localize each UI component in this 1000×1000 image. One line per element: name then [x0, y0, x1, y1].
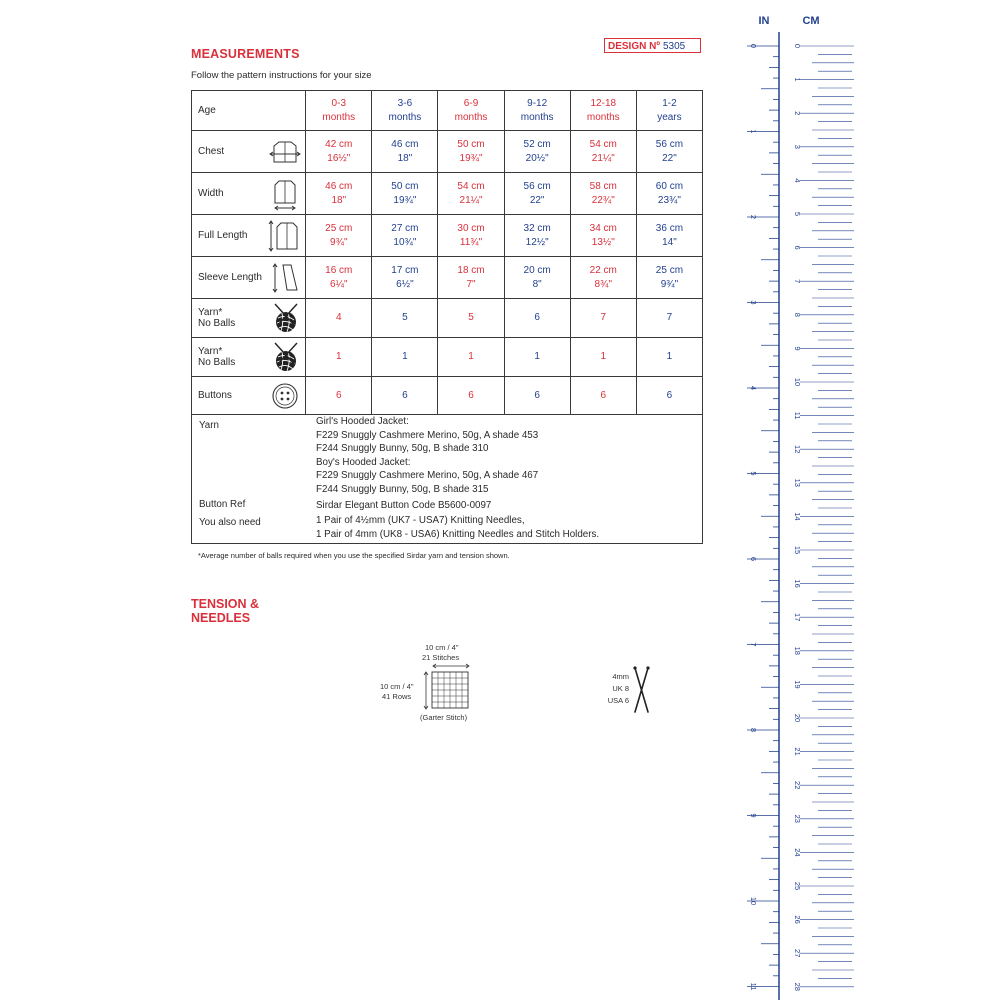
cell-value: 5: [468, 312, 474, 323]
cell-value: 46 cm: [325, 180, 353, 192]
yarn-line: F229 Snuggly Cashmere Merino, 50g, A shade 467: [316, 470, 539, 481]
cell-value: 5: [402, 312, 408, 323]
row-label-line: Buttons: [198, 390, 232, 401]
cm-label: 22: [793, 781, 802, 790]
row-label-line: Sleeve Length: [198, 272, 262, 283]
size-range: 12-18: [590, 97, 617, 109]
cell-value-inches: 19¾": [459, 152, 483, 164]
tension-title-line: NEEDLES: [191, 611, 251, 625]
cell-value: 6: [336, 389, 342, 401]
cell-value: 42 cm: [325, 138, 353, 150]
tension-title-line: TENSION &: [191, 597, 260, 611]
intro-text: Follow the pattern instructions for your size: [191, 70, 372, 81]
size-unit: months: [322, 111, 356, 123]
cm-label: 21: [793, 747, 802, 756]
cell-value: 6: [534, 389, 540, 401]
cell-value: 22 cm: [589, 264, 617, 276]
inch-label: 6: [749, 556, 758, 562]
cell-value: 6: [468, 389, 474, 401]
inch-label: 0: [749, 43, 758, 49]
ruler-cm-header: CM: [802, 15, 820, 27]
size-range: 6-9: [463, 97, 479, 109]
swatch-width-label: 10 cm / 4": [425, 643, 459, 652]
cm-label: 9: [793, 346, 802, 351]
cm-label: 12: [793, 445, 802, 454]
cm-label: 28: [793, 982, 802, 991]
inch-label: 1: [749, 129, 758, 134]
yarn-line: F244 Snuggly Bunny, 50g, B shade 310: [316, 443, 489, 454]
inch-label: 5: [749, 471, 758, 476]
cell-value: 6: [402, 389, 408, 401]
cell-value-inches: 10¾": [393, 236, 417, 248]
cm-label: 6: [793, 245, 802, 250]
cell-value: 58 cm: [589, 180, 617, 192]
cell-value-inches: 18": [397, 152, 413, 164]
cell-value-inches: 12½": [525, 236, 549, 248]
need-line: 1 Pair of 4½mm (UK7 - USA7) Knitting Needles,: [316, 515, 525, 526]
yarn-label: Yarn: [199, 420, 219, 431]
cell-value: 1: [534, 351, 540, 362]
cell-value: 27 cm: [391, 222, 419, 234]
cell-value: 7: [666, 312, 673, 323]
cm-label: 25: [793, 881, 802, 891]
cell-value: 32 cm: [523, 222, 551, 234]
cm-label: 1: [793, 77, 802, 82]
inch-label: 11: [749, 982, 758, 991]
row-label-line: Yarn*: [198, 307, 223, 318]
cell-value: 6: [534, 312, 540, 323]
inch-label: 4: [749, 385, 758, 391]
cell-value-inches: 22": [662, 152, 677, 164]
cm-label: 7: [793, 279, 802, 284]
cm-label: 10: [793, 377, 802, 387]
inch-label: 8: [749, 727, 758, 733]
cell-value-inches: 8¾": [594, 278, 612, 290]
inch-label: 3: [749, 300, 758, 305]
cm-label: 0: [793, 43, 802, 49]
cell-value-inches: 8": [532, 278, 542, 290]
yarn-line: Boy's Hooded Jacket:: [316, 456, 411, 468]
inch-label: 10: [749, 896, 758, 906]
swatch-stitch-type: (Garter Stitch): [420, 713, 468, 722]
cell-value: 56 cm: [655, 138, 684, 150]
cm-label: 15: [793, 545, 802, 555]
cell-value-inches: 19¾": [393, 194, 417, 206]
cell-value: 54 cm: [457, 180, 485, 192]
swatch-height-label: 10 cm / 4": [380, 682, 414, 691]
cm-label: 17: [793, 613, 802, 622]
cell-value: 56 cm: [523, 180, 551, 192]
row-label-line: Yarn*: [198, 346, 223, 357]
need-line: 1 Pair of 4mm (UK8 - USA6) Knitting Needles and Stitch Holders.: [316, 528, 600, 540]
swatch-stitches-label: 21 Stitches: [422, 653, 460, 662]
size-unit: months: [586, 111, 620, 123]
cell-value: 46 cm: [391, 138, 419, 150]
cm-label: 4: [793, 178, 802, 183]
design-label: DESIGN Nº: [608, 41, 660, 52]
also-need-label: You also need: [199, 517, 261, 528]
cm-label: 14: [793, 512, 802, 521]
cell-value-inches: 21¼": [591, 152, 615, 164]
cell-value: 34 cm: [589, 222, 617, 234]
design-number: 5305: [663, 41, 686, 52]
cm-label: 18: [793, 646, 802, 655]
inch-label: 7: [749, 642, 758, 647]
cell-value: 1: [600, 351, 607, 362]
cell-value-inches: 16½": [327, 152, 351, 164]
cell-value-inches: 9¾": [330, 236, 348, 248]
cell-value: 20 cm: [523, 264, 551, 276]
cm-label: 23: [793, 814, 802, 823]
cell-value: 18 cm: [457, 264, 485, 276]
cell-value-inches: 11¾": [459, 236, 483, 248]
cell-value: 6: [600, 389, 607, 401]
footnote: *Average number of balls required when you use the specified Sirdar yarn and tension shown.: [198, 551, 510, 560]
size-unit: months: [388, 111, 422, 123]
cell-value: 6: [666, 389, 673, 401]
cm-label: 24: [793, 848, 802, 857]
row-label-line: No Balls: [198, 357, 236, 368]
cm-label: 3: [793, 144, 802, 149]
size-unit: years: [657, 111, 682, 123]
row-label-line: Full Length: [198, 230, 248, 241]
cell-value: 50 cm: [391, 180, 419, 192]
row-label-line: Width: [198, 188, 224, 199]
cell-value-inches: 7": [466, 278, 476, 290]
yarn-line: Girl's Hooded Jacket:: [316, 416, 409, 427]
cm-label: 11: [793, 411, 802, 420]
cell-value: 7: [600, 312, 607, 323]
cm-label: 20: [793, 713, 802, 723]
cm-label: 26: [793, 915, 802, 924]
cell-value-inches: 6¼": [330, 278, 348, 290]
cm-label: 8: [793, 312, 802, 317]
cell-value-inches: 6½": [396, 278, 414, 290]
button-ref-value: Sirdar Elegant Button Code B5600-0097: [316, 500, 492, 511]
cell-value: 52 cm: [523, 138, 551, 150]
cell-value: 1: [336, 351, 342, 362]
cm-scale: [793, 44, 854, 991]
swatch-rows-label: 41 Rows: [382, 692, 412, 701]
cell-value: 1: [468, 351, 474, 362]
row-label-line: No Balls: [198, 318, 236, 329]
yarn-line: F244 Snuggly Bunny, 50g, B shade 315: [316, 483, 489, 495]
cell-value-inches: 23¾": [657, 194, 681, 206]
ruler-inch-header: IN: [758, 15, 770, 27]
measurements-title: MEASUREMENTS: [191, 47, 300, 61]
cell-value-inches: 22¾": [591, 194, 615, 206]
cell-value: 25 cm: [655, 264, 684, 276]
cell-value: 25 cm: [325, 222, 353, 234]
cm-label: 19: [793, 680, 802, 689]
size-range: 9-12: [527, 97, 548, 109]
cell-value: 36 cm: [655, 222, 684, 234]
inch-scale: [747, 44, 779, 990]
cell-value-inches: 18": [331, 194, 347, 206]
size-unit: months: [520, 111, 554, 123]
row-label-line: Chest: [198, 146, 225, 157]
cm-label: 5: [793, 211, 802, 217]
size-range: 1-2: [662, 97, 677, 109]
cell-value: 60 cm: [655, 180, 684, 192]
yarn-line: F229 Snuggly Cashmere Merino, 50g, A shade 453: [316, 429, 539, 441]
cell-value: 50 cm: [457, 138, 485, 150]
cell-value: 30 cm: [457, 222, 485, 234]
cell-value-inches: 14": [662, 236, 677, 248]
cell-value-inches: 13½": [591, 236, 615, 248]
needle-usa-label: USA 6: [607, 696, 629, 705]
cell-value: 1: [402, 351, 408, 362]
inch-label: 9: [749, 813, 758, 818]
cell-value: 54 cm: [589, 138, 617, 150]
cell-value: 17 cm: [391, 264, 419, 276]
cell-value-inches: 20½": [525, 152, 549, 164]
row-label: Age: [192, 91, 306, 131]
cell-value-inches: 21¼": [459, 194, 483, 206]
size-unit: months: [454, 111, 488, 123]
needle-size-label: 4mm: [612, 672, 629, 681]
cm-label: 27: [793, 949, 802, 958]
cm-label: 2: [793, 111, 802, 116]
cell-value: 1: [666, 351, 673, 362]
cm-label: 16: [793, 579, 802, 588]
cm-label: 13: [793, 478, 802, 487]
cell-value: 16 cm: [325, 264, 353, 276]
inch-label: 2: [749, 214, 758, 220]
button-ref-label: Button Ref: [199, 499, 246, 510]
cell-value-inches: 22": [529, 194, 545, 206]
needle-uk-label: UK 8: [612, 684, 629, 693]
size-range: 3-6: [397, 97, 413, 109]
size-range: 0-3: [331, 97, 346, 109]
cell-value: 4: [336, 312, 342, 323]
cell-value-inches: 9¾": [660, 278, 679, 290]
